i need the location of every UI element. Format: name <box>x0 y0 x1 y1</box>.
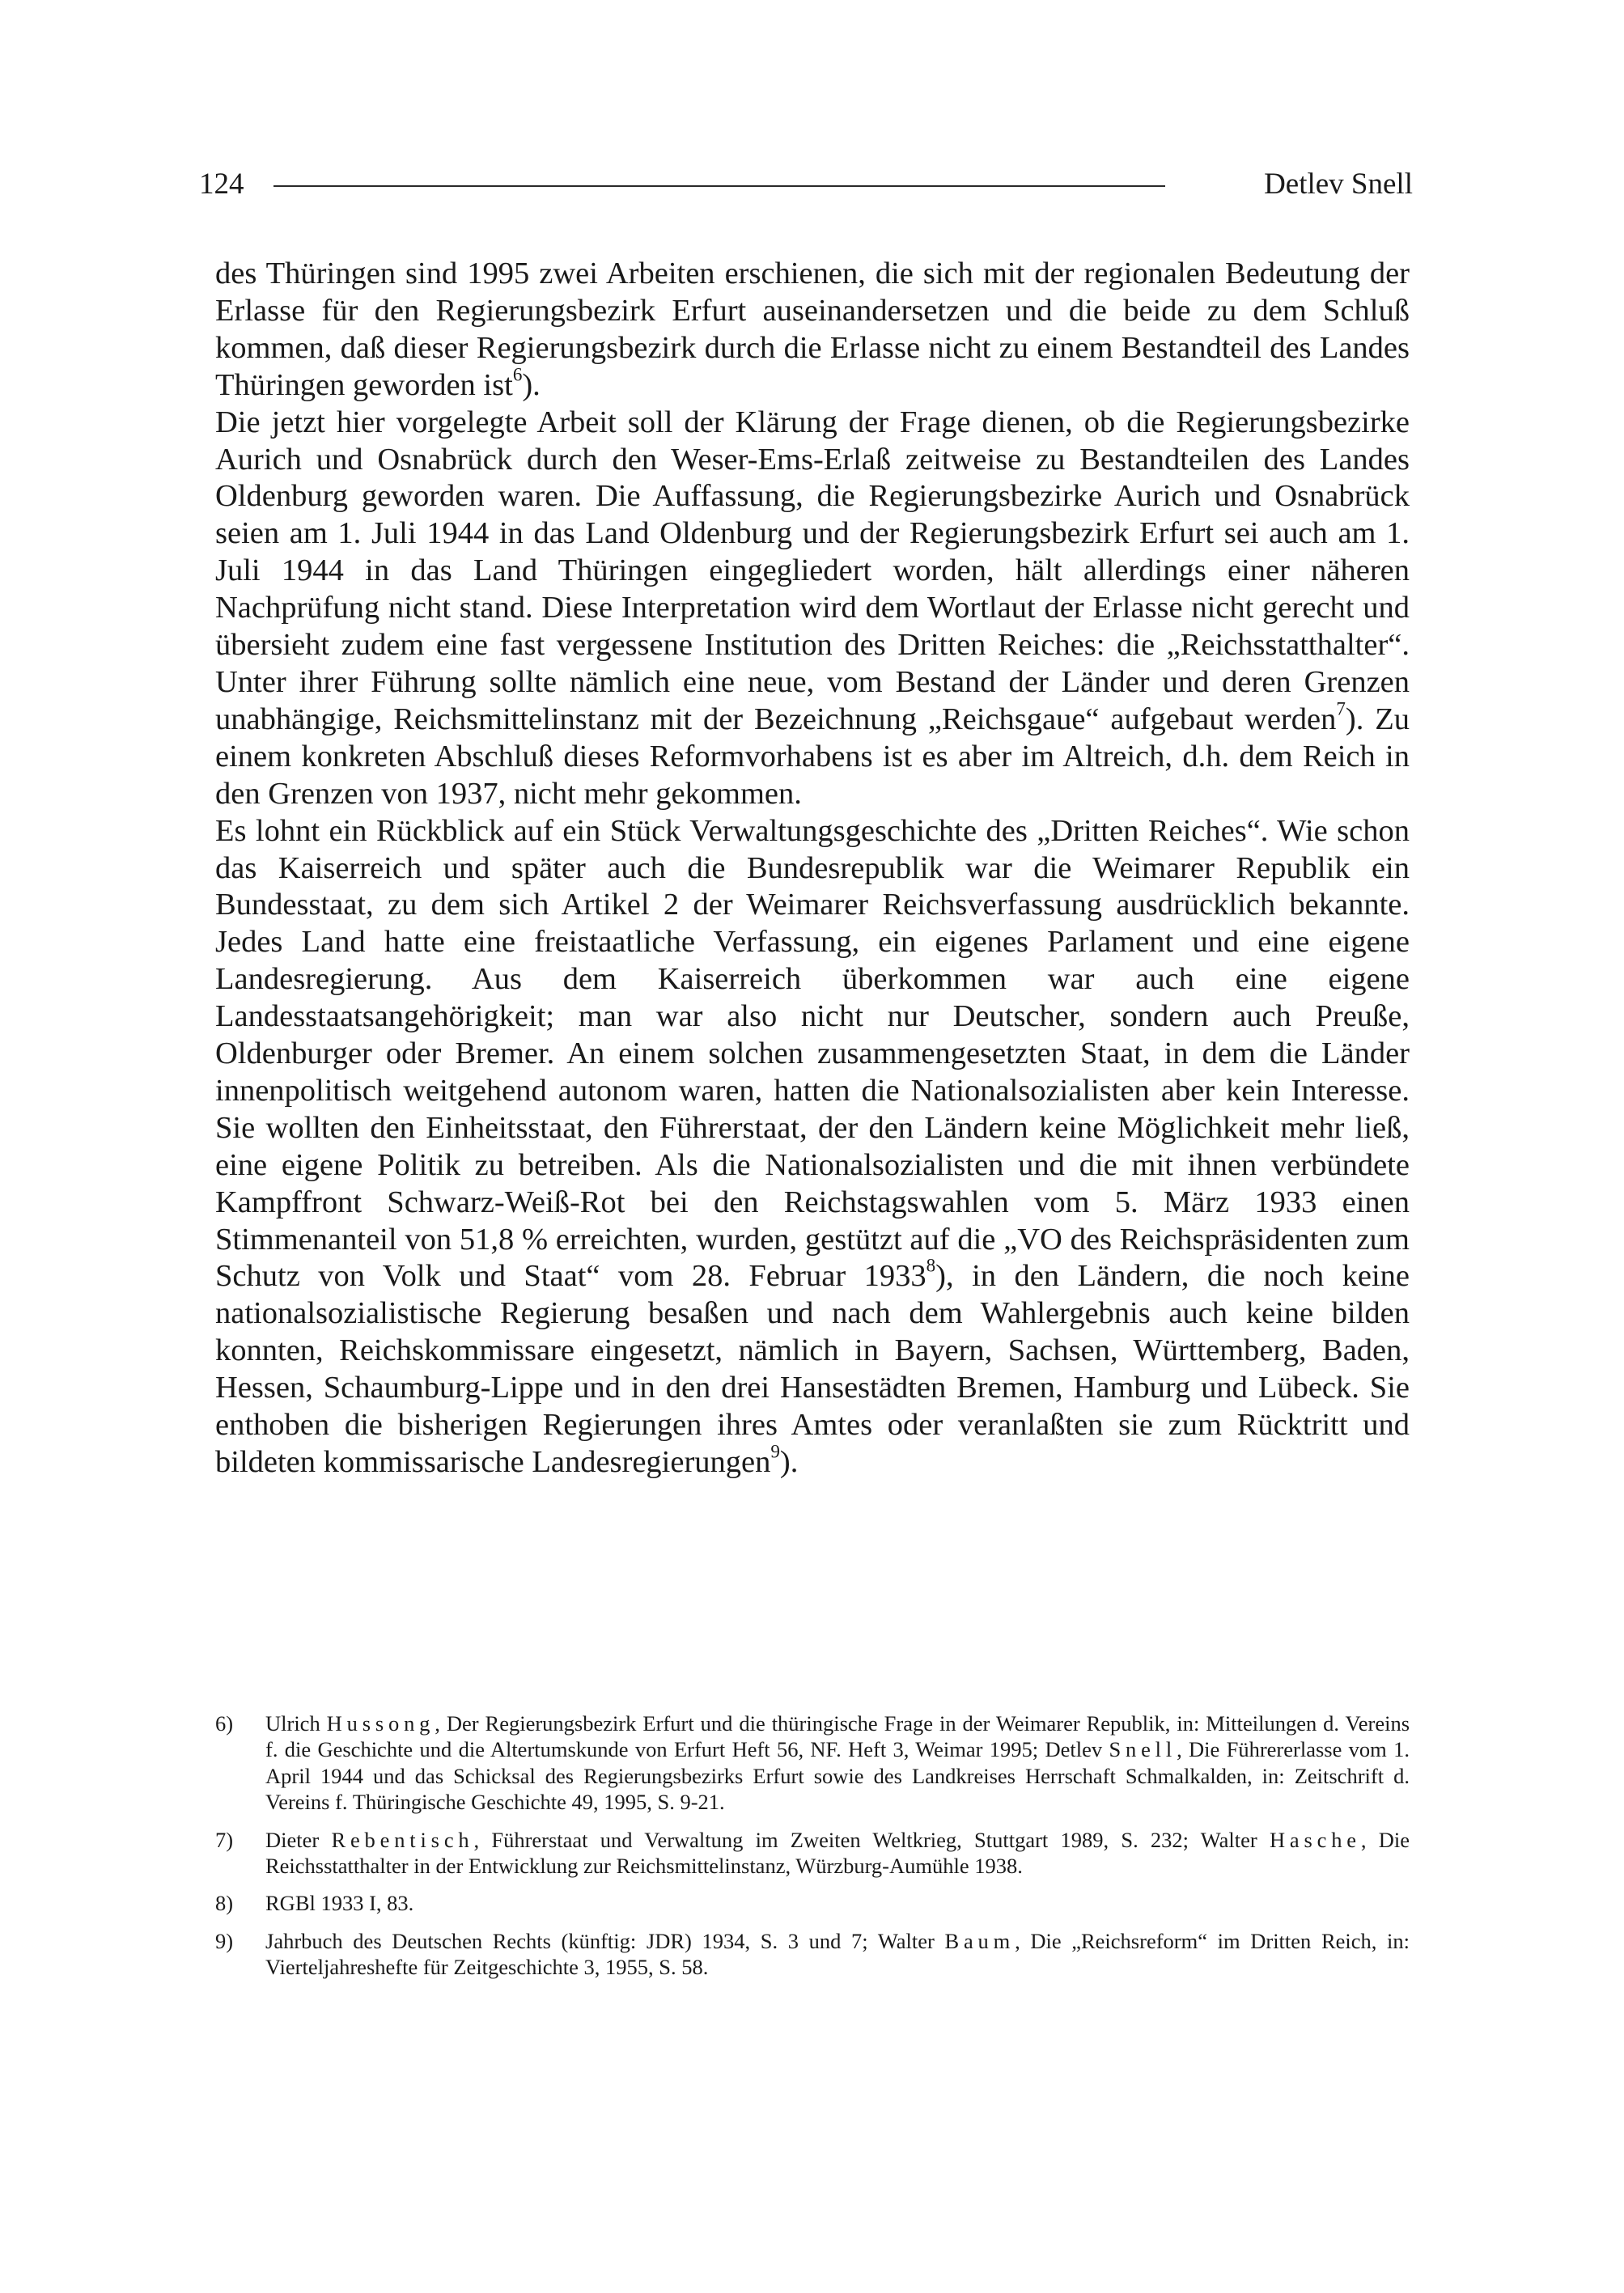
author-name: Hussong <box>326 1711 435 1736</box>
footnote <box>215 1928 1410 1981</box>
footnote <box>215 1890 1410 1916</box>
footnotes <box>215 1710 1410 1992</box>
paragraph-text: ). <box>522 367 541 402</box>
footnote-ref[interactable]: 9 <box>770 1440 780 1462</box>
paragraph-text: Es lohnt ein Rückblick auf ein Stück Verwaltungsgeschichte des „Dritten Reiches“. Wie schon das Kaiserreich und später auch die Bundesrepublik war die Weimarer Republik ein Bundesstaat, zu dem sich Artikel 2 der Weimarer Reichsverfassung ausdrücklich bekannte. Jedes Land hatte eine freistaatliche Verfassung, ein eigenes Parlament und eine eigene Landesregierung. Aus dem Kaiserreich überkommen war auch eine eigene Landesstaatsangehörigkeit; man war also nicht nur Deutscher, sondern auch Preuße, Oldenburger oder Bremer. An einem solchen zusammengesetzten Staat, in dem die Länder innenpolitisch weitgehend autonom waren, hatten die Nationalsozialisten aber kein Interesse. Sie wollten den Einheitsstaat, den Führerstaat, der den Ländern keine Möglichkeit mehr ließ, eine eigene Politik zu betreiben. Als die Nationalsozialisten und die mit ihnen verbündete Kampffront Schwarz-Weiß-Rot bei den Reichstagswahlen vom 5. März 1933 einen Stimmenanteil von 51,8 % erreichten, wurden, gestützt auf die „VO des Reichspräsidenten zum Schutz von Volk und Staat“ vom 28. Februar 1933 <box>215 813 1410 1294</box>
footnote-text: Dieter <box>265 1827 332 1852</box>
footnote-number: 8) <box>215 1891 234 1916</box>
footnote-ref[interactable]: 8 <box>926 1255 936 1277</box>
page-header <box>199 160 1413 209</box>
body-text <box>215 256 1410 1481</box>
footnote-text: , Führerstaat und Verwaltung im Zweiten Weltkrieg, Stuttgart 1989, S. 232; Walter <box>473 1827 1270 1852</box>
paragraph-text: des Thüringen sind 1995 zwei Arbeiten erschienen, die sich mit der regionalen Bedeutung der Erlasse für den Regierungsbezirk Erfurt auseinandersetzen und die beide zu dem Schluß kommen, daß dieser Regierungsbezirk durch die Erlasse nicht zu einem Bestandteil des Landes Thüringen geworden ist <box>215 256 1410 402</box>
footnote-number: 9) <box>215 1928 234 1953</box>
page-number: 124 <box>199 167 244 201</box>
footnote-text: , Die „Reichsreform“ im Dritten Reich, in: Vierteljahreshefte für Zeitgeschichte 3, 1955, S. 58. <box>265 1928 1410 1980</box>
footnote-ref[interactable]: 6 <box>512 363 523 385</box>
author-name: Rebentisch <box>331 1827 474 1852</box>
footnote <box>215 1827 1410 1880</box>
running-head: Detlev Snell <box>1264 167 1413 201</box>
author-name: Baum <box>944 1928 1016 1953</box>
footnote-text: Jahrbuch des Deutschen Rechts (künftig: JDR) 1934, S. 3 und 7; Walter <box>265 1928 945 1953</box>
footnote-text: , Die Führererlasse vom 1. April 1944 und das Schicksal des Regierungsbezirks Erfurt sowie des Landkreises Herrschaft Schmalkalden, in: Zeitschrift d. Vereins f. Thüringische Geschichte 49, 1995, S. 9-21. <box>265 1737 1410 1815</box>
footnote-number: 6) <box>215 1711 234 1736</box>
footnote-text: , Der Regierungsbezirk Erfurt und die thüringische Frage in der Weimarer Republik, in: Mitteilungen d. Vereins f. die Geschichte und die Altertumskunde von Erfurt Heft 56, NF. Heft 3, Weimar 1995; Detlev <box>265 1711 1410 1762</box>
footnote-text: Ulrich <box>265 1711 327 1736</box>
paragraph-text: ), in den Ländern, die noch keine nationalsozialistische Regierung besaßen und nach dem Wahlergebnis auch keine bilden konnten, Reichskommissare eingesetzt, nämlich in Bayern, Sachsen, Württemberg, Baden, Hessen, Schaumburg-Lippe und in den drei Hansestädten Bremen, Hamburg und Lübeck. Sie enthoben die bisherigen Regierungen ihres Amtes oder veranlaßten sie zum Rücktritt und bildeten kommissarische Landesregierungen <box>215 1259 1410 1479</box>
paragraph <box>215 256 1410 405</box>
paragraph-text: Die jetzt hier vorgelegte Arbeit soll der Klärung der Frage dienen, ob die Regierungsbezirke Aurich und Osnabrück durch den Weser-Ems-Erlaß zeitweise zu Bestandteilen des Landes Oldenburg geworden waren. Die Auffassung, die Regierungsbezirke Aurich und Osnabrück seien am 1. Juli 1944 in das Land Oldenburg und der Regierungsbezirk Erfurt sei auch am 1. Juli 1944 in das Land Thüringen eingegliedert worden, hält allerdings einer näheren Nachprüfung nicht stand. Diese Interpretation wird dem Wortlaut der Erlasse nicht gerecht und übersieht zudem eine fast vergessene Institution des Dritten Reiches: die „Reichsstatthalter“. Unter ihrer Führung sollte nämlich eine neue, vom Bestand der Länder und deren Grenzen unabhängige, Reichsmittelinstanz mit der Bezeichnung „Reichsgaue“ aufgebaut werden <box>215 405 1410 736</box>
author-name: Snell <box>1109 1737 1177 1762</box>
header-rule <box>273 185 1165 187</box>
paragraph-text: ). Zu einem konkreten Abschluß dieses Reformvorhabens ist es aber im Altreich, d.h. dem Reich in den Grenzen von 1937, nicht mehr gekommen. <box>215 701 1410 811</box>
footnote-text: RGBl 1933 I, 83. <box>265 1891 414 1916</box>
footnote <box>215 1710 1410 1816</box>
paragraph <box>215 405 1410 813</box>
paragraph-text: ). <box>779 1445 799 1479</box>
footnote-number: 7) <box>215 1827 234 1852</box>
footnote-ref[interactable]: 7 <box>1336 697 1346 719</box>
footnote-text: , Die Reichsstatthalter in der Entwicklung zur Reichsmittelinstanz, Würzburg-Aumühle 1938. <box>265 1827 1410 1879</box>
paragraph <box>215 813 1410 1481</box>
author-name: Hasche <box>1269 1827 1361 1852</box>
